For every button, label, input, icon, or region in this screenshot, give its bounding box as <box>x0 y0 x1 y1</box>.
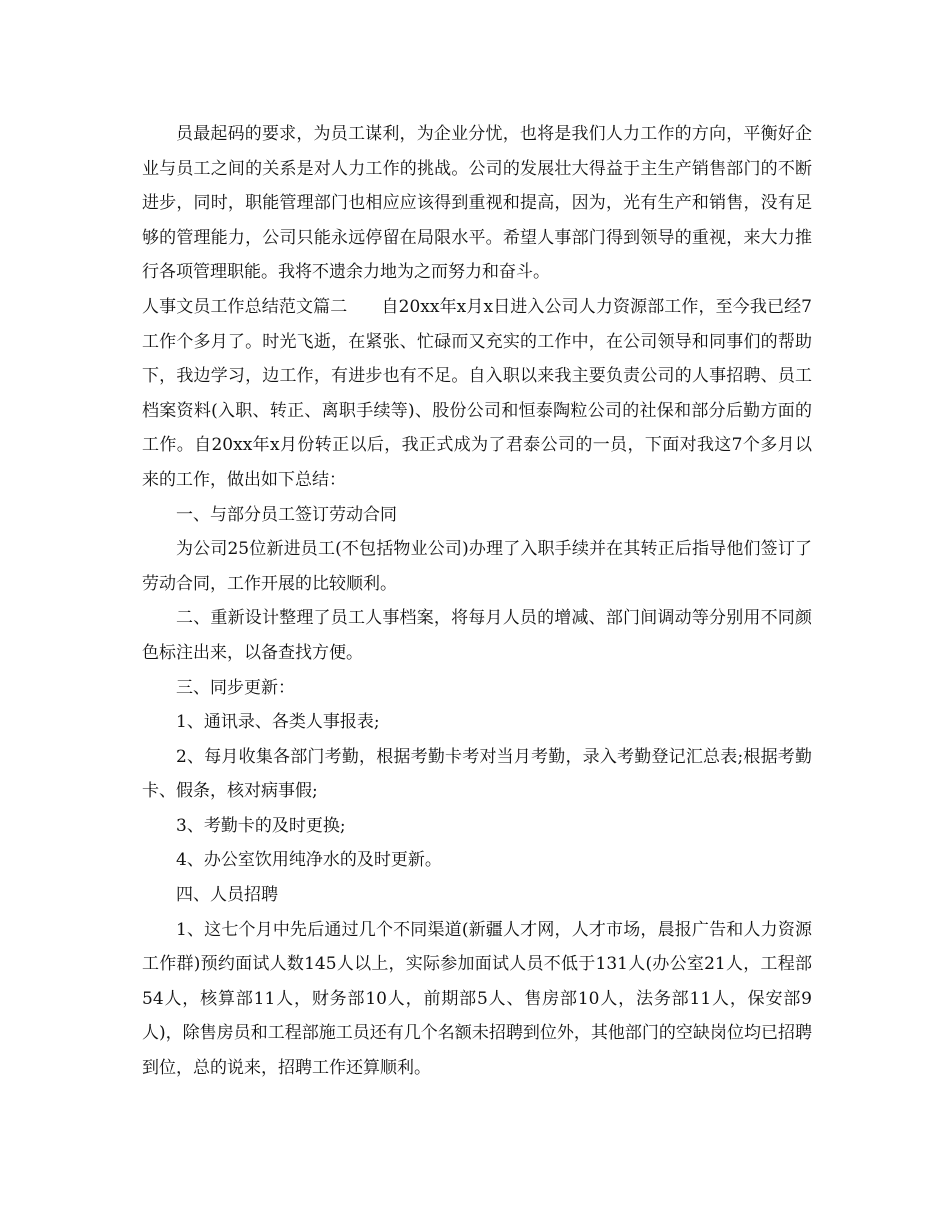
list-item-2: 2、每月收集各部门考勤，根据考勤卡考对当月考勤，录入考勤登记汇总表;根据考勤卡、假条，核对病事假; <box>142 746 812 802</box>
paragraph-4: 为公司25位新进员工(不包括物业公司)办理了入职手续并在其转正后指导他们签订了劳动合同，工作开展的比较顺利。 <box>142 539 812 594</box>
list-item-1: 1、通讯录、各类人事报表; <box>176 712 380 733</box>
paragraph-2: 人事文员工作总结范文篇二 自20xx年x月x日进入公司人力资源部工作，至今我已经7工作个多月了。时光飞逝，在紧张、忙碌而又充实的工作中，在公司领导和同事们的帮助下，我边学习，边工作，有进步也有不足。自入职以来我主要负责公司的人事招聘、员工档案资料(入职、转正、离职手续等)、股份公司和恒泰陶粒公司的社保和部分后勤方面的工作。自20xx年x月份转正以后，我正式成为了君泰公司的一员，下面对我这7个多月以来的工作，做出如下总结： <box>142 296 812 490</box>
section-heading-3: 三、同步更新： <box>176 677 295 698</box>
paragraph-1: 员最起码的要求，为员工谋利，为企业分忧，也将是我们人力工作的方向，平衡好企业与员工之间的关系是对人力工作的挑战。公司的发展壮大得益于主生产销售部门的不断进步，同时，职能管理部门也相应应该得到重视和提高，因为，光有生产和销售，没有足够的管理能力，公司只能永远停留在局限水平。希望人事部门得到领导的重视，来大力推行各项管理职能。我将不遗余力地为之而努力和奋斗。 <box>142 124 812 283</box>
document-body <box>142 117 812 1086</box>
paragraph-12: 1、这七个月中先后通过几个不同渠道(新疆人才网，人才市场，晨报广告和人力资源工作群)预约面试人数145人以上，实际参加面试人员不低于131人(办公室21人，工程部54人，核算部11人，财务部10人，前期部5人、售房部10人，法务部11人，保安部9人)，除售房员和工程部施工员还有几个名额未招聘到位外，其他部门的空缺岗位均已招聘到位，总的说来，招聘工作还算顺利。 <box>142 919 812 1079</box>
list-item-3: 3、考勤卡的及时更换; <box>176 815 346 836</box>
section-heading-1: 一、与部分员工签订劳动合同 <box>176 504 397 525</box>
list-item-4: 4、办公室饮用纯净水的及时更新。 <box>176 850 442 871</box>
section-heading-2: 二、重新设计整理了员工人事档案，将每月人员的增减、部门间调动等分别用不同颜色标注出来，以备查找方便。 <box>142 608 812 663</box>
section-heading-4: 四、人员招聘 <box>176 885 278 906</box>
